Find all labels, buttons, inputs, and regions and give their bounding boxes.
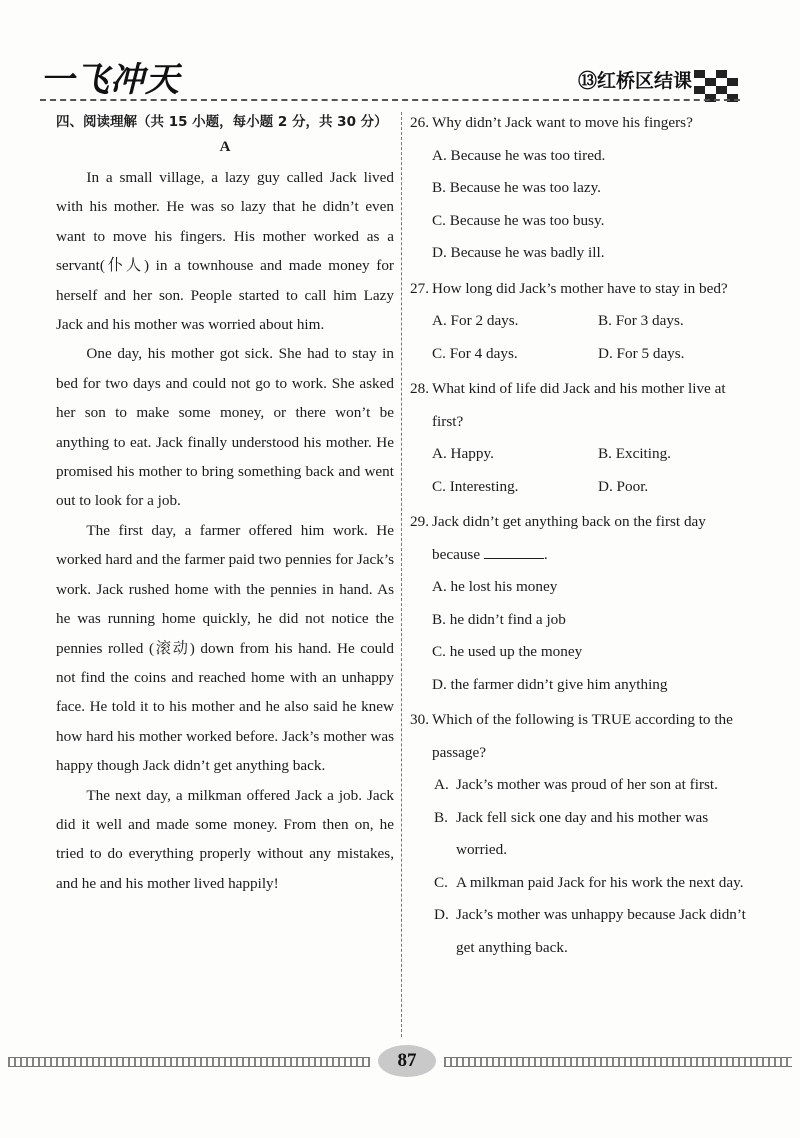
option-letter: C. xyxy=(434,873,448,891)
option-a: A. Happy. xyxy=(432,445,494,462)
page-footer xyxy=(0,1045,800,1085)
footer-border-left xyxy=(8,1057,370,1067)
footer-border-right xyxy=(444,1057,792,1067)
option-d: Jack’s mother was unhappy because Jack didn’t get anything back. xyxy=(456,906,746,956)
question-text: What kind of life did Jack and his mother live at first? xyxy=(432,380,726,430)
series-title: ⑬红桥区结课 xyxy=(577,70,692,92)
page-number: 87 xyxy=(378,1045,436,1077)
brand-logo: 一飞冲天 xyxy=(40,60,180,100)
question-27 xyxy=(410,273,750,371)
question-number: 27. xyxy=(410,279,429,297)
checker-decoration xyxy=(694,70,738,102)
passage-column xyxy=(56,110,394,898)
option-c: C. Interesting. xyxy=(432,477,519,495)
option-c: A milkman paid Jack for his work the next day. xyxy=(456,873,744,891)
option-b: B. he didn’t find a job xyxy=(432,610,566,628)
answer-blank xyxy=(484,544,544,559)
section-title: 四、阅读理解（共 15 小题，每小题 2 分，共 30 分） xyxy=(56,114,388,130)
option-d: D. Because he was badly ill. xyxy=(432,244,605,261)
option-c: C. he used up the money xyxy=(432,643,583,660)
option-letter: D. xyxy=(434,906,449,923)
page-header xyxy=(0,0,800,108)
question-number: 26. xyxy=(410,114,429,131)
option-d: D. Poor. xyxy=(598,477,649,495)
question-number: 28. xyxy=(410,380,429,397)
option-b: Jack fell sick one day and his mother was worried. xyxy=(456,808,709,858)
passage-paragraph: One day, his mother got sick. She had to stay in bed for two days and could not go to work. She asked her son to make some money, or there won’t be anything to eat. Jack finally understood his mother. He promised his mother to bring something back and went out to look for a job. xyxy=(56,345,394,510)
option-a: A. Because he was too tired. xyxy=(432,146,606,164)
questions-column xyxy=(410,107,750,967)
question-26 xyxy=(410,107,750,270)
question-text: Jack didn’t get anything back on the first day because xyxy=(432,513,706,563)
option-b: B. Exciting. xyxy=(598,445,671,462)
option-letter: B. xyxy=(434,808,448,826)
question-29 xyxy=(410,506,750,701)
question-end: . xyxy=(543,545,548,563)
header-rule xyxy=(40,99,740,101)
question-28 xyxy=(410,373,750,503)
option-c: C. Because he was too busy. xyxy=(432,211,605,229)
option-a: Jack’s mother was proud of her son at first. xyxy=(456,776,718,793)
option-b: B. Because he was too lazy. xyxy=(432,179,601,196)
passage-letter: A xyxy=(219,139,231,155)
question-number: 29. xyxy=(410,513,429,530)
option-a: A. he lost his money xyxy=(432,578,558,595)
option-letter: A. xyxy=(434,776,449,793)
passage-paragraph: The first day, a farmer offered him work. He worked hard and the farmer paid two pennies for Jack’s work. Jack rushed home with the pennies in hand. As he was running home quickly, he did not notice the pennies rolled (滚动) down from his hand. He could not find the coins and reached home with an unhappy face. He told it to his mother and he also said he knew how hard his mother worked before. Jack’s mother was happy though Jack didn’t get anything back. xyxy=(56,521,394,775)
option-c: C. For 4 days. xyxy=(432,344,518,362)
question-number: 30. xyxy=(410,711,429,728)
passage-paragraph: The next day, a milkman offered Jack a job. Jack did it well and made some money. From then on, he tried to do everything properly without any mistakes, and he and his mother lived happily! xyxy=(56,786,394,892)
question-text: Why didn’t Jack want to move his fingers? xyxy=(432,114,693,131)
option-b: B. For 3 days. xyxy=(598,312,684,329)
question-text: Which of the following is TRUE according to the passage? xyxy=(432,711,733,761)
option-d: D. the farmer didn’t give him anything xyxy=(432,675,668,693)
question-text: How long did Jack’s mother have to stay in bed? xyxy=(432,279,728,297)
option-d: D. For 5 days. xyxy=(598,344,685,362)
column-divider xyxy=(401,112,402,1037)
question-30 xyxy=(410,704,750,964)
passage-paragraph: In a small village, a lazy guy called Jack lived with his mother. He was so lazy that he didn’t even want to move his fingers. His mother worked as a servant(仆人) in a townhouse and made money for herself and her son. People started to call him Lazy Jack and his mother was worried about him. xyxy=(56,169,394,334)
option-a: A. For 2 days. xyxy=(432,312,519,329)
